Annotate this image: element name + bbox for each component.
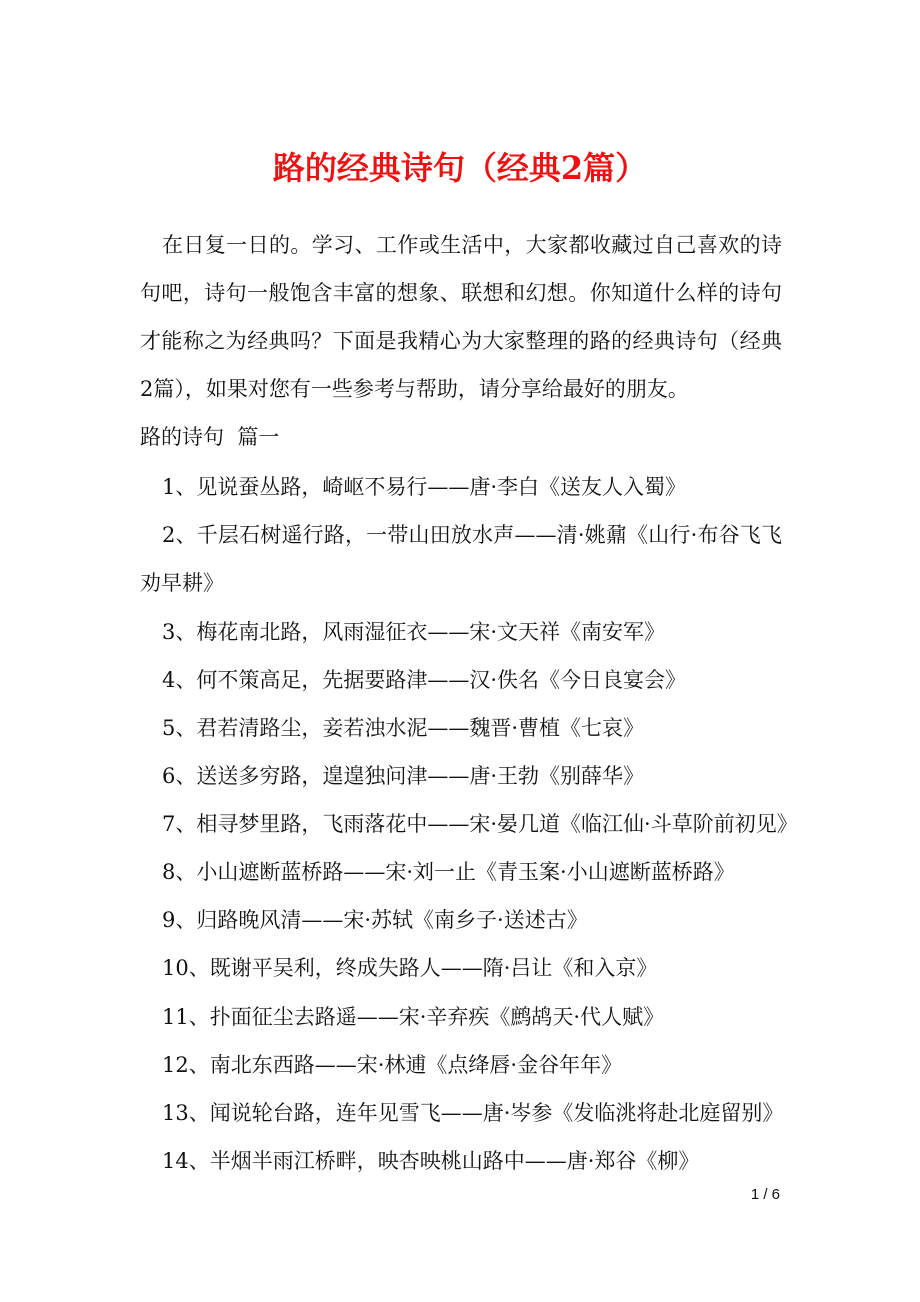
list-item: 1、见说蚕丛路，崎岖不易行——唐·李白《送友人入蜀》 [162, 475, 687, 499]
section-heading: 路的诗句 篇一 [140, 425, 280, 449]
list-item: 11、扑面征尘去路遥——宋·辛弃疾《鹧鸪天·代人赋》 [162, 1005, 665, 1029]
list-item: 14、半烟半雨江桥畔，映杏映桃山路中——唐·郑谷《柳》 [162, 1149, 700, 1173]
list-item: 12、南北东西路——宋·林逋《点绛唇·金谷年年》 [162, 1053, 623, 1077]
intro-line: 2篇），如果对您有一些参考与帮助，请分享给最好的朋友。 [140, 377, 689, 401]
intro-line: 句吧，诗句一般饱含丰富的想象、联想和幻想。你知道什么样的诗句 [140, 281, 782, 305]
intro-line: 在日复一日的。学习、工作或生活中，大家都收藏过自己喜欢的诗 [162, 233, 782, 257]
intro-line: 才能称之为经典吗？下面是我精心为大家整理的路的经典诗句（经典 [140, 329, 782, 353]
list-item: 4、何不策高足，先据要路津——汉·佚名《今日良宴会》 [162, 668, 687, 692]
list-item: 5、君若清路尘，妾若浊水泥——魏晋·曹植《七哀》 [162, 716, 645, 740]
list-item: 8、小山遮断蓝桥路——宋·刘一止《青玉案·小山遮断蓝桥路》 [162, 860, 735, 884]
document-title: 路的经典诗句（经典2篇） [272, 149, 648, 187]
list-item: 10、既谢平吴利，终成失路人——隋·吕让《和入京》 [162, 956, 658, 980]
list-item: 2、千层石树遥行路，一带山田放水声——清·姚鼐《山行·布谷飞飞 [162, 523, 782, 547]
list-item: 7、相寻梦里路，飞雨落花中——宋·晏几道《临江仙·斗草阶前初见》 [162, 812, 798, 836]
page-number: 1 / 6 [750, 1186, 780, 1203]
list-item: 6、送送多穷路，遑遑独问津——唐·王勃《别薛华》 [162, 764, 645, 788]
list-item: 3、梅花南北路，风雨湿征衣——宋·文天祥《南安军》 [162, 620, 666, 644]
list-item-continuation: 劝早耕》 [140, 571, 224, 595]
list-item: 9、归路晚风清——宋·苏轼《南乡子·送述古》 [162, 908, 588, 932]
list-item: 13、闻说轮台路，连年见雪飞——唐·岑参《发临洮将赴北庭留别》 [162, 1101, 784, 1125]
